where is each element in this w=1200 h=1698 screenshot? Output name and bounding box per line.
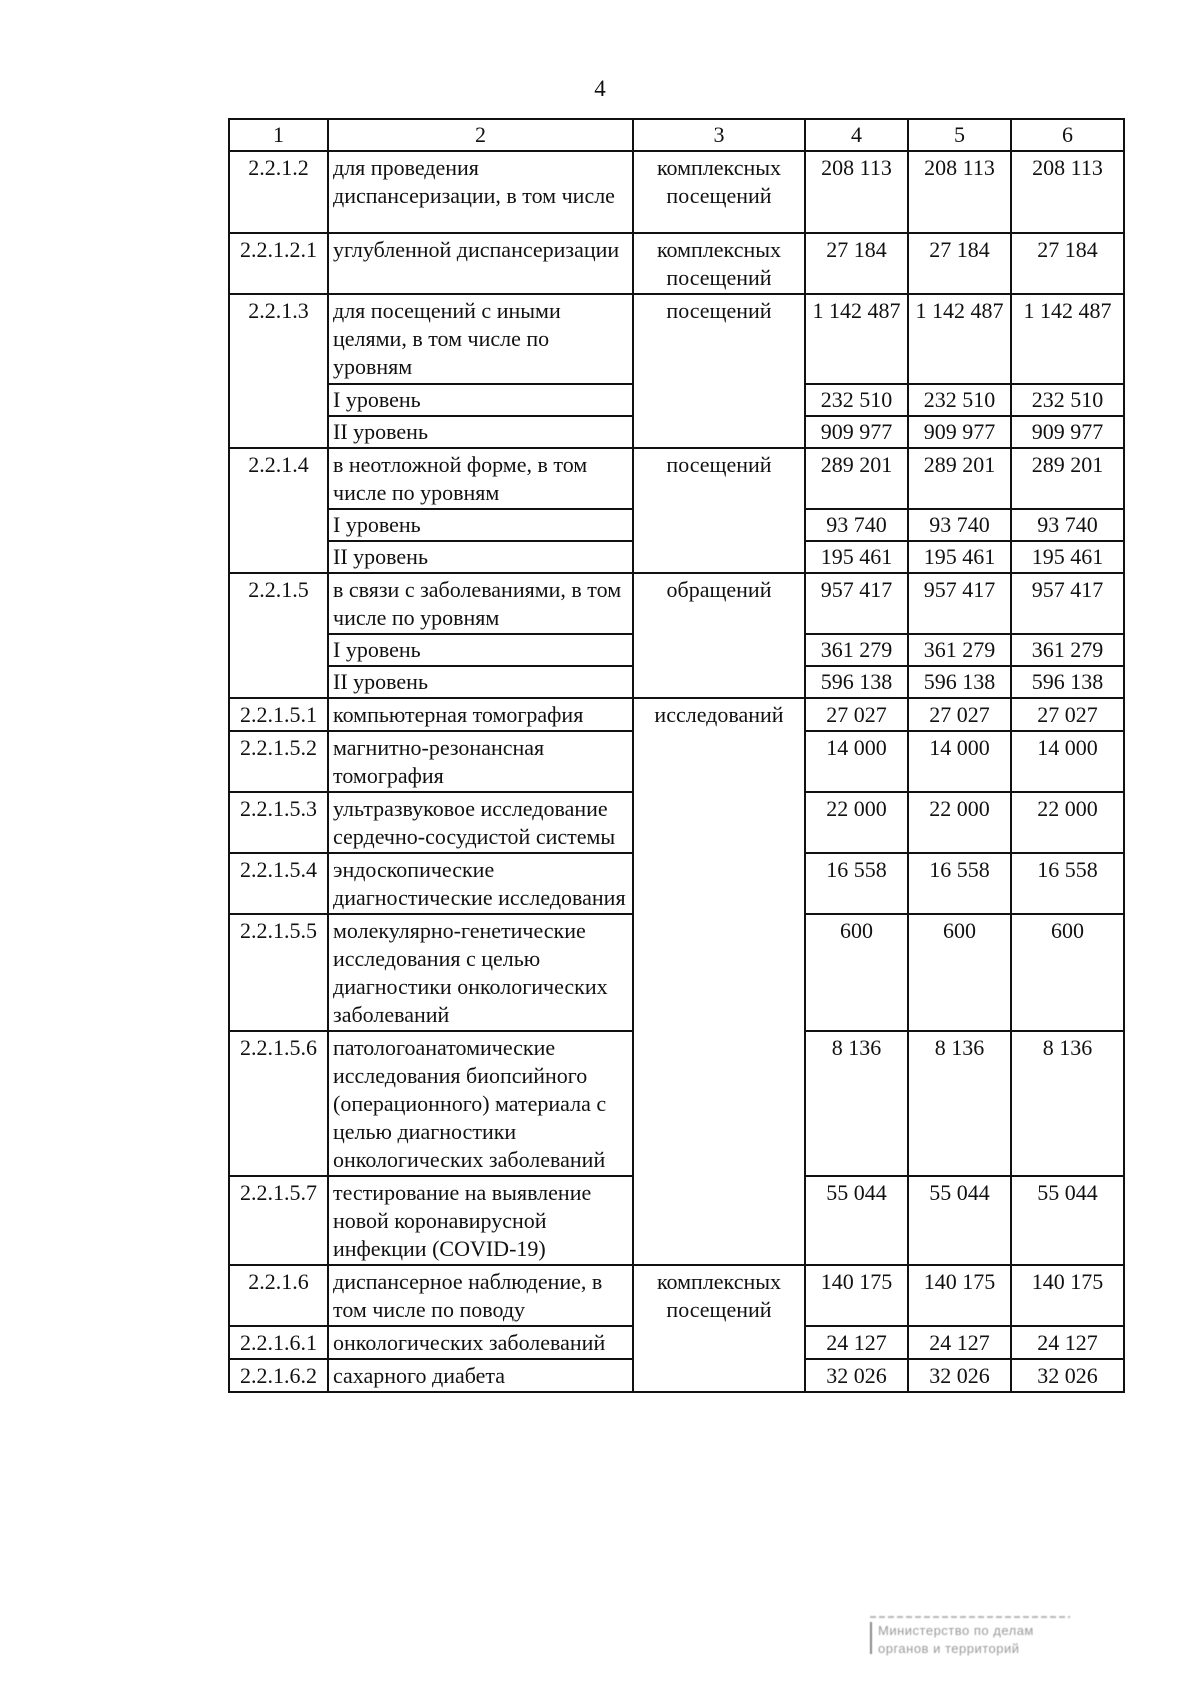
page-number: 4	[594, 76, 606, 101]
row-unit: посещений	[633, 448, 805, 573]
value-col4: 1 142 487	[805, 294, 908, 384]
value-col5: 22 000	[908, 792, 1011, 853]
row-unit: комплексных посещений	[633, 1265, 805, 1392]
table-row	[229, 698, 1124, 731]
value-col4: 93 740	[805, 509, 908, 541]
row-number: 2.2.1.5.3	[229, 792, 328, 853]
stamp-line: Министерство по делам	[878, 1623, 1034, 1638]
row-description: компьютерная томография	[328, 698, 633, 731]
value-col4: 361 279	[805, 634, 908, 666]
row-number: 2.2.1.5.4	[229, 853, 328, 914]
value-col4: 232 510	[805, 384, 908, 416]
row-number: 2.2.1.6.1	[229, 1326, 328, 1359]
value-col4: 27 184	[805, 233, 908, 294]
value-col6: 16 558	[1011, 853, 1124, 914]
value-col4: 195 461	[805, 541, 908, 573]
value-col5: 8 136	[908, 1031, 1011, 1176]
value-col4: 8 136	[805, 1031, 908, 1176]
row-description: сахарного диабета	[328, 1359, 633, 1392]
value-col6: 55 044	[1011, 1176, 1124, 1265]
value-col4: 32 026	[805, 1359, 908, 1392]
row-description: магнитно-резонансная томография	[328, 731, 633, 792]
value-col6: 27 027	[1011, 698, 1124, 731]
table-row	[229, 233, 1124, 294]
value-col5: 195 461	[908, 541, 1011, 573]
value-col5: 289 201	[908, 448, 1011, 509]
row-number: 2.2.1.5.6	[229, 1031, 328, 1176]
value-col6: 1 142 487	[1011, 294, 1124, 384]
value-col5: 24 127	[908, 1326, 1011, 1359]
column-header: 6	[1011, 119, 1124, 151]
column-header: 1	[229, 119, 328, 151]
value-col4: 14 000	[805, 731, 908, 792]
level-label: II уровень	[328, 416, 633, 448]
value-col5: 27 027	[908, 698, 1011, 731]
value-col5: 1 142 487	[908, 294, 1011, 384]
row-description: в неотложной форме, в том числе по уровням	[328, 448, 633, 509]
value-col4: 24 127	[805, 1326, 908, 1359]
row-description: молекулярно-генетические исследования с целью диагностики онкологических заболеваний	[328, 914, 633, 1031]
row-description: тестирование на выявление новой коронавирусной инфекции (COVID-19)	[328, 1176, 633, 1265]
row-number: 2.2.1.6.2	[229, 1359, 328, 1392]
level-label: I уровень	[328, 509, 633, 541]
value-col4: 208 113	[805, 151, 908, 233]
level-label: II уровень	[328, 541, 633, 573]
value-col6: 957 417	[1011, 573, 1124, 634]
table-row	[229, 151, 1124, 233]
registration-stamp	[870, 1616, 1080, 1664]
row-description: онкологических заболеваний	[328, 1326, 633, 1359]
level-label: I уровень	[328, 634, 633, 666]
value-col4: 27 027	[805, 698, 908, 731]
value-col5: 957 417	[908, 573, 1011, 634]
value-col6: 909 977	[1011, 416, 1124, 448]
value-col5: 909 977	[908, 416, 1011, 448]
data-table	[228, 118, 1125, 1393]
value-col4: 22 000	[805, 792, 908, 853]
value-col6: 195 461	[1011, 541, 1124, 573]
row-number: 2.2.1.6	[229, 1265, 328, 1326]
row-unit: обращений	[633, 573, 805, 698]
column-header: 2	[328, 119, 633, 151]
table-row	[229, 573, 1124, 634]
value-col4: 596 138	[805, 666, 908, 698]
column-header: 4	[805, 119, 908, 151]
value-col4: 909 977	[805, 416, 908, 448]
value-col5: 16 558	[908, 853, 1011, 914]
value-col6: 14 000	[1011, 731, 1124, 792]
value-col5: 55 044	[908, 1176, 1011, 1265]
row-description: в связи с заболеваниями, в том числе по уровням	[328, 573, 633, 634]
stamp-line: органов и территорий	[878, 1641, 1020, 1656]
row-number: 2.2.1.3	[229, 294, 328, 448]
row-unit: исследований	[633, 698, 805, 1265]
value-col4: 140 175	[805, 1265, 908, 1326]
value-col6: 27 184	[1011, 233, 1124, 294]
row-description: для посещений с иными целями, в том числе по уровням	[328, 294, 633, 384]
row-number: 2.2.1.5	[229, 573, 328, 698]
table-row	[229, 448, 1124, 509]
value-col6: 361 279	[1011, 634, 1124, 666]
value-col5: 32 026	[908, 1359, 1011, 1392]
value-col5: 208 113	[908, 151, 1011, 233]
value-col6: 22 000	[1011, 792, 1124, 853]
value-col5: 27 184	[908, 233, 1011, 294]
row-unit: комплексных посещений	[633, 233, 805, 294]
value-col6: 93 740	[1011, 509, 1124, 541]
level-label: II уровень	[328, 666, 633, 698]
value-col6: 208 113	[1011, 151, 1124, 233]
row-number: 2.2.1.5.2	[229, 731, 328, 792]
value-col6: 232 510	[1011, 384, 1124, 416]
row-description: для проведения диспансеризации, в том числе	[328, 151, 633, 233]
value-col5: 596 138	[908, 666, 1011, 698]
value-col5: 600	[908, 914, 1011, 1031]
value-col6: 596 138	[1011, 666, 1124, 698]
value-col4: 600	[805, 914, 908, 1031]
value-col6: 24 127	[1011, 1326, 1124, 1359]
value-col6: 289 201	[1011, 448, 1124, 509]
row-number: 2.2.1.2	[229, 151, 328, 233]
row-description: эндоскопические диагностические исследования	[328, 853, 633, 914]
value-col5: 140 175	[908, 1265, 1011, 1326]
table-row	[229, 1265, 1124, 1326]
column-header: 3	[633, 119, 805, 151]
row-description: ультразвуковое исследование сердечно-сосудистой системы	[328, 792, 633, 853]
value-col4: 289 201	[805, 448, 908, 509]
value-col5: 361 279	[908, 634, 1011, 666]
row-number: 2.2.1.2.1	[229, 233, 328, 294]
value-col4: 55 044	[805, 1176, 908, 1265]
row-number: 2.2.1.5.5	[229, 914, 328, 1031]
stamp-border	[870, 1616, 1070, 1618]
row-description: диспансерное наблюдение, в том числе по поводу	[328, 1265, 633, 1326]
row-number: 2.2.1.5.7	[229, 1176, 328, 1265]
value-col4: 957 417	[805, 573, 908, 634]
row-number: 2.2.1.5.1	[229, 698, 328, 731]
value-col5: 93 740	[908, 509, 1011, 541]
value-col6: 600	[1011, 914, 1124, 1031]
value-col6: 32 026	[1011, 1359, 1124, 1392]
row-unit: комплексных посещений	[633, 151, 805, 233]
row-number: 2.2.1.4	[229, 448, 328, 573]
value-col6: 140 175	[1011, 1265, 1124, 1326]
table-header-row	[229, 119, 1124, 151]
value-col5: 14 000	[908, 731, 1011, 792]
level-label: I уровень	[328, 384, 633, 416]
row-description: патологоанатомические исследования биопсийного (операционного) материала с целью диагностики онкологических заболеваний	[328, 1031, 633, 1176]
row-unit: посещений	[633, 294, 805, 448]
row-description: углубленной диспансеризации	[328, 233, 633, 294]
stamp-mark	[870, 1622, 872, 1654]
value-col6: 8 136	[1011, 1031, 1124, 1176]
table-row	[229, 294, 1124, 384]
value-col4: 16 558	[805, 853, 908, 914]
column-header: 5	[908, 119, 1011, 151]
value-col5: 232 510	[908, 384, 1011, 416]
